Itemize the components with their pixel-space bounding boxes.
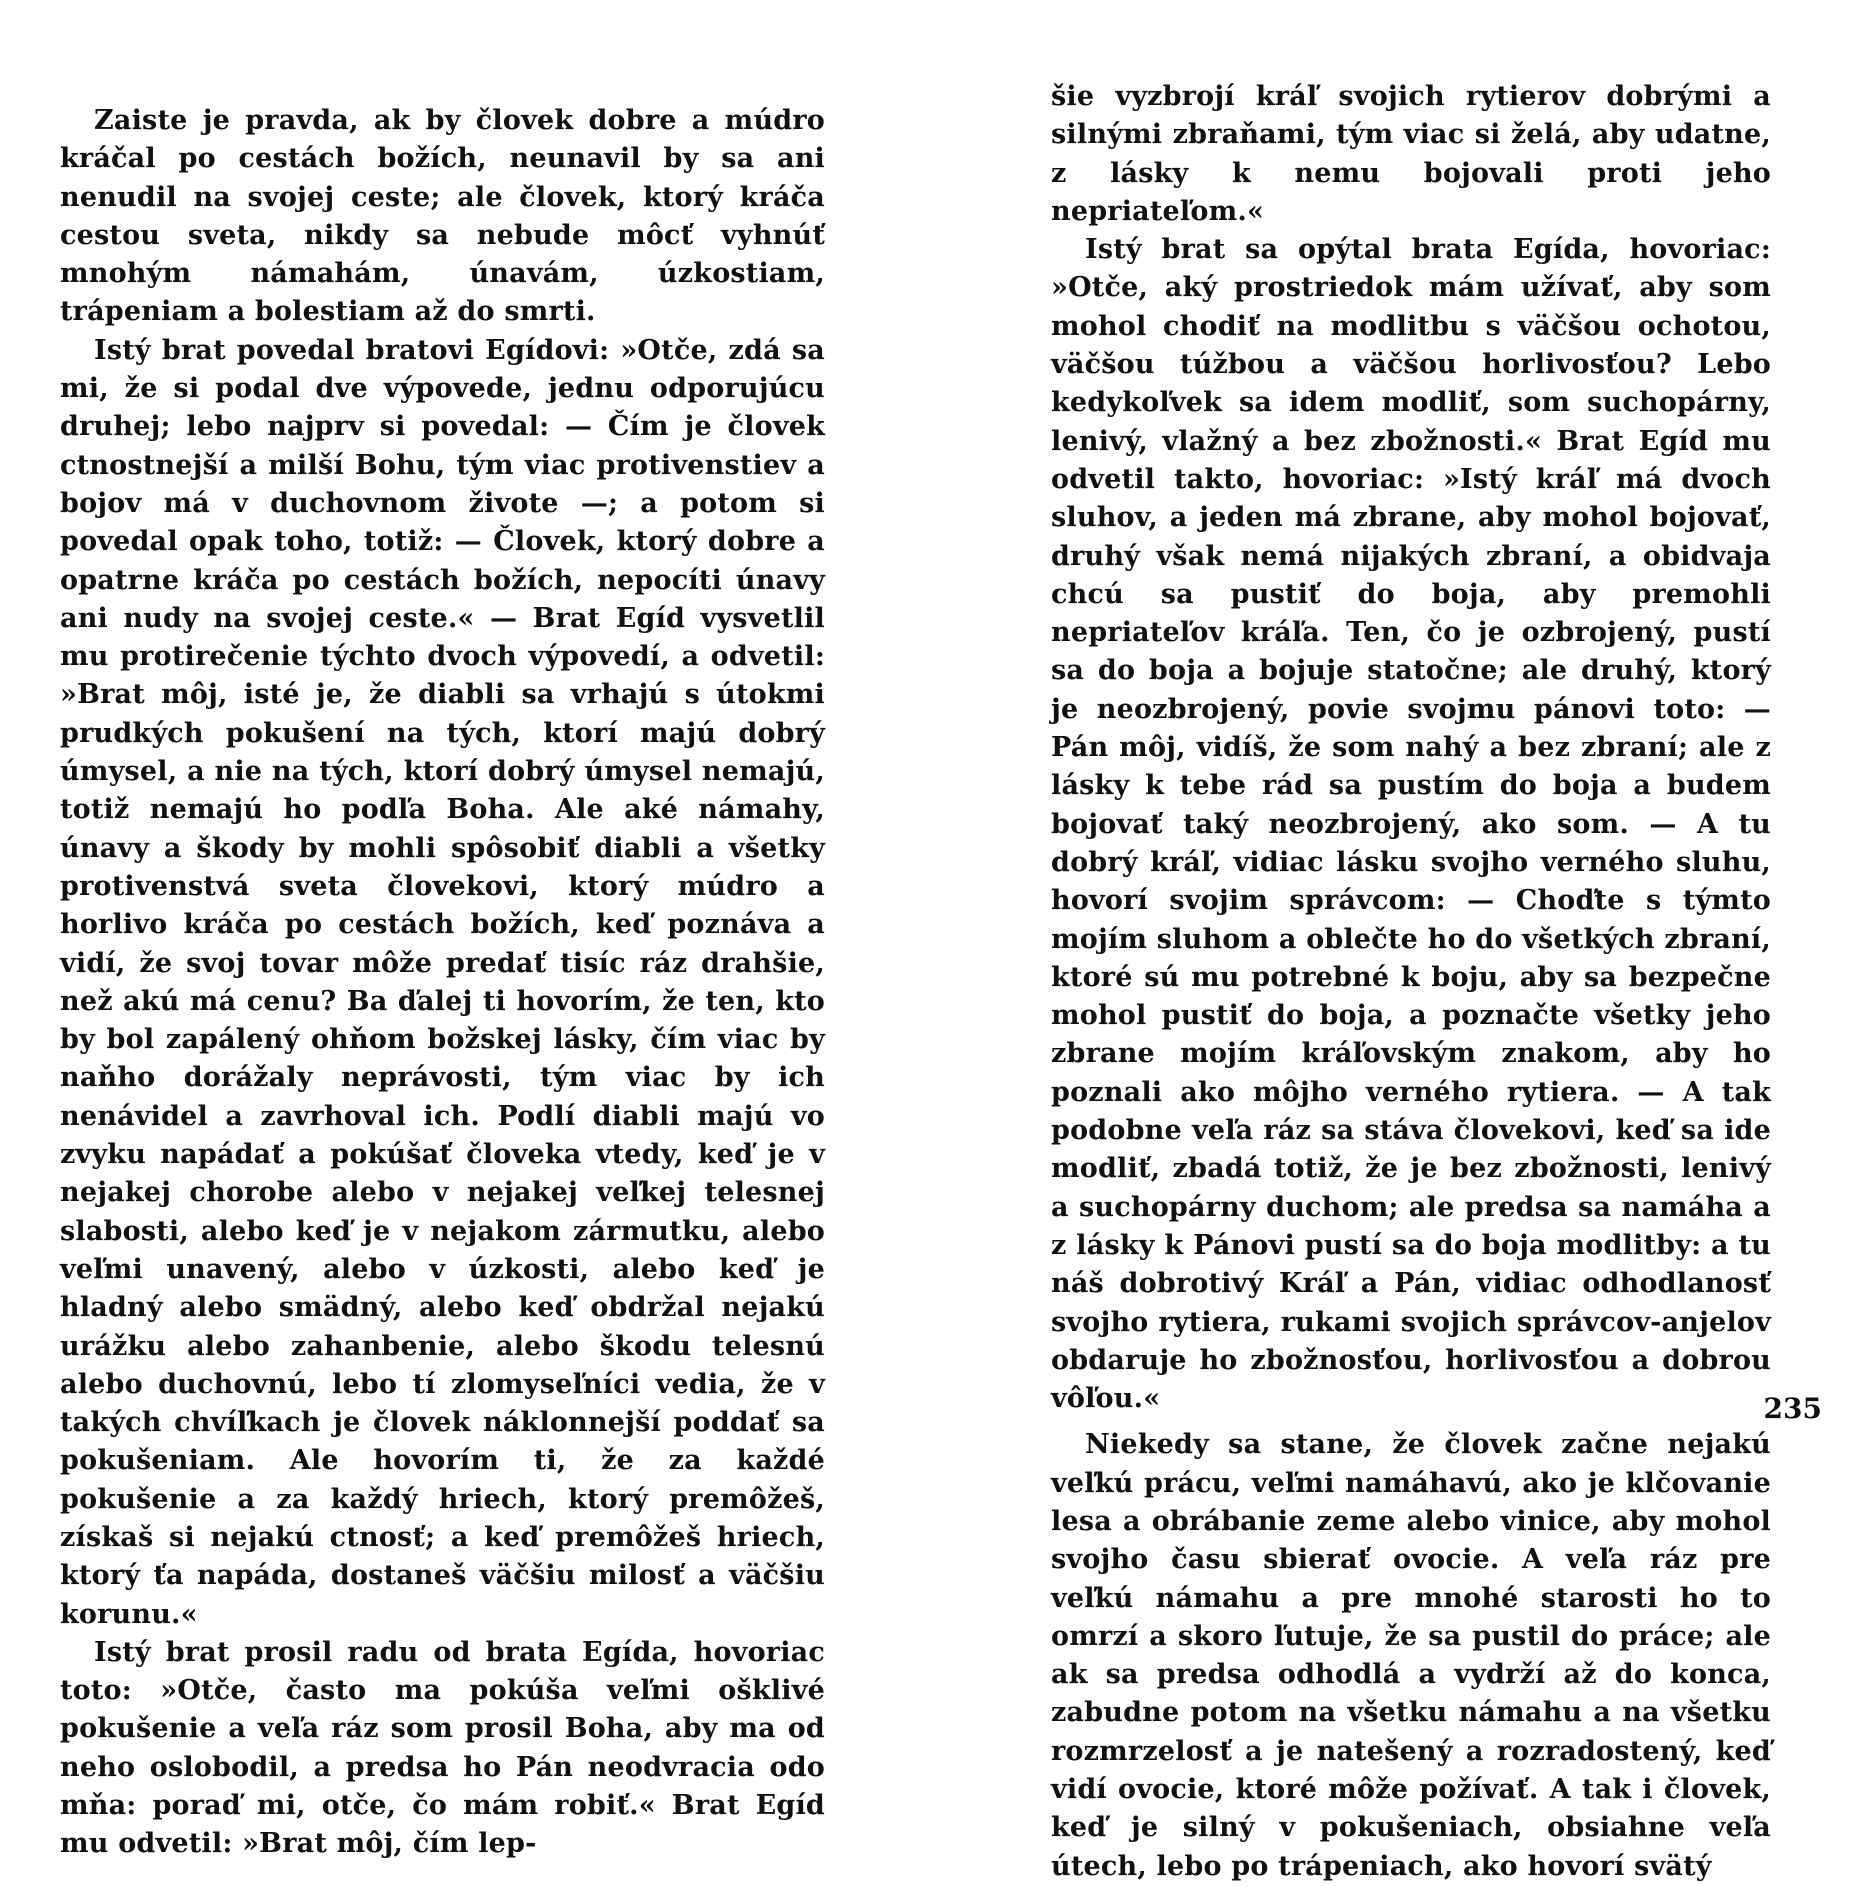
left-paragraph-1: Zaiste je pravda, ak by človek dobre a múdro kráčal po cestách božích, neunavil by sa ani nenudil na svojej ceste; ale človek, ktorý kráča cestou sveta, nikdy sa nebude môcť vyhnúť mnohým námahám, únavám, úzkostiam, trápeniam a bolestiam až do smrti.: [60, 105, 825, 328]
left-text-column: [60, 102, 825, 1864]
left-paragraph-3: Istý brat prosil radu od brata Egída, hovoriac toto: »Otče, často ma pokúša veľmi ošklivé pokušenie a veľa ráz som prosil Boha, aby ma od neho oslobodil, a predsa ho Pán neodvracia odo mňa: poraď mi, otče, čo mám robiť.« Brat Egíd mu odvetil: »Brat môj, čím lep-: [60, 1636, 825, 1860]
left-paragraph-2: Istý brat povedal bratovi Egídovi: »Otče, zdá sa mi, že si podal dve výpovede, jednu odporujúcu druhej; lebo najprv si povedal: — Čím je človek ctnostnejší a milší Bohu, tým viac protivenstiev a bojov má v duchovnom živote —; a potom si povedal opak toho, totiž: — Človek, ktorý dobre a opatrne kráča po cestách božích, nepocíti únavy ani nudy na svojej ceste.« — Brat Egíd vysvetlil mu protirečenie týchto dvoch výpovedí, a odvetil: »Brat môj, isté je, že diabli sa vrhajú s útokmi prudkých pokušení na tých, ktorí majú dobrý úmysel, a nie na tých, ktorí dobrý úmysel nemajú, totiž nemajú ho podľa Boha. Ale aké námahy, únavy a škody by mohli spôsobiť diabli a všetky protivenstvá sveta človekovi, ktorý múdro a horlivo kráča po cestách božích, keď poznáva a vidí, že svoj tovar môže predať tisíc ráz drahšie, než akú má cenu? Ba ďalej ti hovorím, že ten, kto by bol zapálený ohňom božskej lásky, čím viac by naňho dorážaly neprávosti, tým viac by ich nenávidel a zavrhoval ich. Podlí diabli majú vo zvyku napádať a pokúšať človeka vtedy, keď je v nejakej chorobe alebo v nejakej veľkej telesnej slabosti, alebo keď je v nejakom zármutku, alebo veľmi unavený, alebo v úzkosti, alebo keď je hladný alebo smädný, alebo keď obdržal nejakú urážku alebo zahanbenie, alebo škodu telesnú alebo duchovnú, lebo tí zlomyseľníci vedia, že v takých chvíľkach je človek náklonnejší poddať sa pokušeniam. Ale hovorím ti, že za každé pokušenie a za každý hriech, ktorý premôžeš, získaš si nejakú ctnosť; a keď premôžeš hriech, ktorý ťa napáda, dostaneš väčšiu milosť a väčšiu korunu.«: [60, 334, 825, 1630]
right-paragraph-continued: šie vyzbrojí kráľ svojich rytierov dobrými a silnými zbraňami, tým viac si želá, aby udatne, z lásky k nemu bojovali proti jeho nepriateľom.«: [1051, 81, 1771, 227]
right-paragraph-3: Niekedy sa stane, že človek začne nejakú veľkú prácu, veľmi namáhavú, ako je klčovanie lesa a obrábanie zeme alebo vinice, aby mohol svojho času sbierať ovocie. A veľa ráz pre veľkú námahu a pre mnohé starosti ho to omrzí a skoro ľutuje, že sa pustil do práce; ale ak sa predsa odhodlá a vydrží až do konca, zabudne potom na všetku námahu a na všetku rozmrzelosť a je natešený a rozradostený, keď vidí ovocie, ktoré môže požívať. A tak i človek, keď je silný v pokušeniach, obsiahne veľa útech, lebo po trápeniach, ako hovorí svätý: [1051, 1429, 1771, 1882]
page-number: 235: [1763, 1392, 1822, 1425]
left-page: [0, 0, 931, 1860]
right-paragraph-2: Istý brat sa opýtal brata Egída, hovoriac: »Otče, aký prostriedok mám užívať, aby som mohol chodiť na modlitbu s väčšou ochotou, väčšou túžbou a väčšou horlivosťou? Lebo kedykoľvek sa idem modliť, som suchopárny, lenivý, vlažný a bez zbožnosti.« Brat Egíd mu odvetil takto, hovoriac: »Istý kráľ má dvoch sluhov, a jeden má zbrane, aby mohol bojovať, druhý však nemá nijakých zbraní, a obidvaja chcú sa pustiť do boja, aby premohli nepriateľov kráľa. Ten, čo je ozbrojený, pustí sa do boja a bojuje statočne; ale druhý, ktorý je neozbrojený, povie svojmu pánovi toto: — Pán môj, vidíš, že som nahý a bez zbraní; ale z lásky k tebe rád sa pustím do boja a budem bojovať taký neozbrojený, ako som. — A tu dobrý kráľ, vidiac lásku svojho verného sluhu, hovorí svojim správcom: — Choďte s týmto mojím sluhom a oblečte ho do všetkých zbraní, ktoré sú mu potrebné k boju, aby sa bezpečne mohol pustiť do boja, a poznačte všetky jeho zbrane mojím kráľovským znakom, aby ho poznali ako môjho verného rytiera. — A tak podobne veľa ráz sa stáva človekovi, keď sa ide modliť, zbadá totiž, že je bez zbožnosti, lenivý a suchopárny duchom; ale predsa sa namáha a z lásky k Pánovi pustí sa do boja modlitby: a tu náš dobrotivý Kráľ a Pán, vidiac odhodlanosť svojho rytiera, rukami svojich správcov-anjelov obdaruje ho zbožnosťou, horlivosťou a dobrou vôľou.«: [1051, 234, 1771, 1415]
right-text-column: [1051, 78, 1771, 1886]
right-page: [931, 0, 1862, 1882]
